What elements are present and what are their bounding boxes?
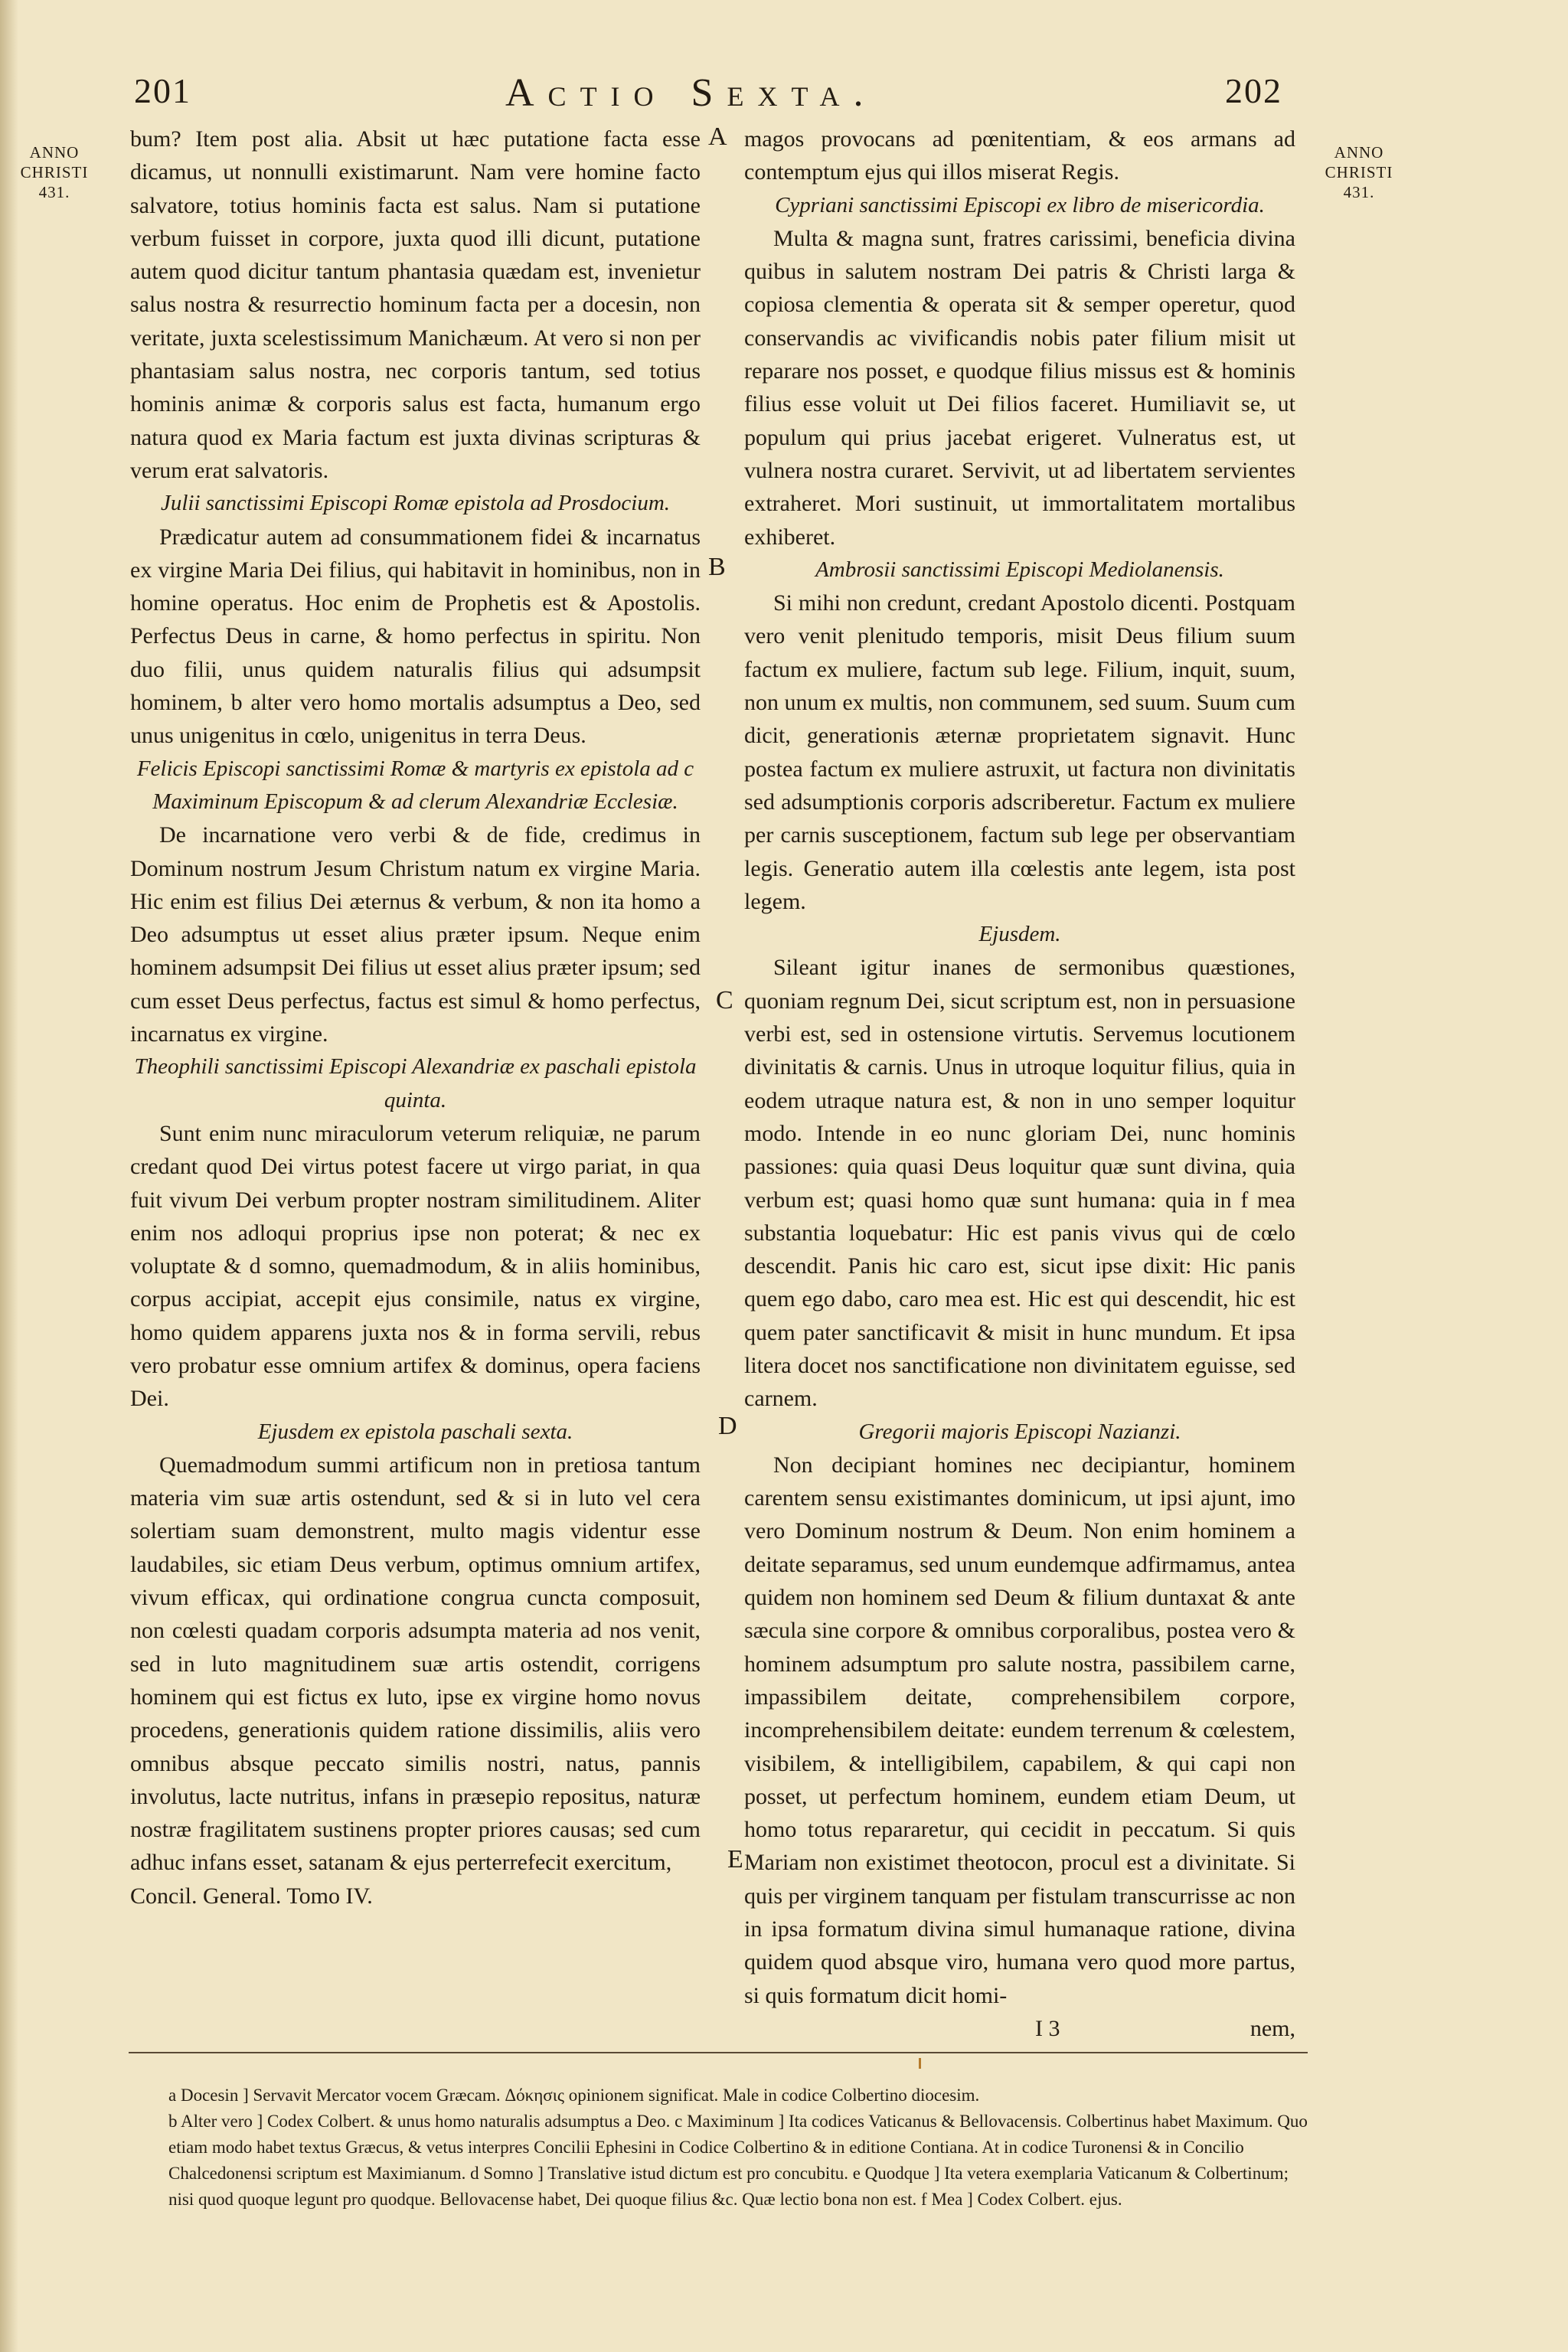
paragraph: Quemadmodum summi artificum non in pretiosa tantum materia vim suæ artis ostendunt, sed & si in luto vel cera solertiam suam demonstrent, multo magis videntur esse laudabiles, sic etiam Deus verbum, optimus omnium artifex, vivum efficax, qui ordinatione congrua cuncta composuit, non cœlesti quadam corporis adsumpta materia ad nos venit, sed in luto magnitudinem suæ artis ostendit, corrigens hominem qui est fictus ex luto, ipse ex virgine homo novus procedens, generationis quidem ratione dissimilis, aliis vero omnibus absque peccato similis nostri, natus, pannis involutus, lacte nutritus, infans in præsepio repositus, naturæ nostræ fragilitatem sustinens propter priores causas; sed cum adhuc infans esset, satanam & ejus perterrefecit exercitum, [130,1452,701,1876]
paragraph: Prædicatur autem ad consummationem fidei & incarnatus ex virgine Maria Dei filius, qui habitavit in hominibus, non in homine operatus. Hoc enim de Prophetis est & Apostolis. Perfectus Deus in carne, & homo perfectus in spiritu. Non duo filii, unus quidem naturalis filius qui adsumpsit hominem, b alter vero homo mortalis adsumptus a Deo, sed unus unigenitus in cœlo, unigenitus in terra Deus. [130,524,701,749]
section-letter-e: E [727,1845,743,1873]
margin-line: CHRISTI [1325,163,1393,181]
footnote-divider [129,2052,1308,2053]
page-number-left: 201 [134,71,191,110]
margin-line: 431. [1343,183,1375,201]
signature-text: Concil. General. Tomo IV. [130,1883,373,1909]
margin-line: ANNO [1334,143,1384,162]
margin-line: ANNO [29,143,80,162]
paragraph: Sileant igitur inanes de sermonibus quæstiones, quoniam regnum Dei, sicut scriptum est, non in persuasione verbi est, sed in ostensione virtutis. Servemus locutionem divinitatis & carnis. Unus in utroque loquitur filius, quia in eodem utraque natura est, & non in uno semper loquitur modo. Intende in eo nunc gloriam Dei, nunc hominis passiones: quia quasi Deus loquitur quæ sunt divina, quia verbum est; quasi homo quæ sunt humana: quia in f mea substantia loquebatur: Hic est panis vivus qui de cœlo descendit. Panis hic caro est, sicut ipse dixit: Hic panis quem ego dabo, caro mea est. Hic est qui descendit, hic est quem pater sanctificavit & misit in hunc mundum. Et ipsa litera docet nos sanctificatione non divinitatem eguisse, sed carnem. [744,955,1295,1412]
section-heading: Theophili sanctissimi Episcopi Alexandriæ ex paschali epistola quinta. [134,1054,697,1112]
paragraph: Non decipiant homines nec decipiantur, hominem carentem sensu existimantes dominicum, ut ipsi ajunt, imo vero Dominum nostrum & Deum. Non enim hominem a deitate separamus, sed unum eundemque adfirmamus, antea quidem non hominem sed Deum & filium duntaxat & ante sæcula sine corpore & omnibus corporalibus, postea vero & hominem adsumptum pro salute nostra, passibilem carne, impassibilem deitate, comprehensibilem corpore, incomprehensibilem deitate: eundem terrenum & cœlestem, visibilem, & intelligibilem, capabilem, & qui capi non posset, ut perfectum hominem, eundem etiam Deum, ut homo totus repararetur, qui cecidit in peccatum. Si quis Mariam non existimet theotocon, procul est a divinitate. Si quis per virginem tanquam per fistulam transcurrisse ac non in ipsa formatum divina simul humanaque ratione, divina quidem quod absque viro, humana vero quod more partus, si quis formatum dicit homi- [744,1452,1295,2008]
section-heading: Ambrosii sanctissimi Episcopi Mediolanensis. [815,557,1224,582]
divider-mark [919,2058,921,2069]
section-letter-c: C [716,986,733,1014]
right-text-column [744,122,1295,2045]
margin-year-right [1317,142,1401,202]
page-gutter-shadow [0,0,18,2352]
section-letter-d: D [718,1412,737,1440]
paragraph: Sunt enim nunc miraculorum veterum reliquiæ, ne parum credant quod Dei virtus potest facere ut virgo pariat, in qua fuit vivum Dei verbum propter nostram similitudinem. Aliter enim nos adloqui proprius ipse non poterat; & nec ex voluptate & d somno, quemadmodum, & in aliis hominibus, corpus accipiat, accepit ejus consimile, natus ex virgine, homo quidem apparens juxta nos & in forma servili, rebus vero probatur esse omnium artifex & dominus, opera faciens Dei. [130,1120,701,1412]
section-heading: Ejusdem ex epistola paschali sexta. [257,1419,573,1444]
margin-line: CHRISTI [20,163,89,181]
paragraph: magos provocans ad pœnitentiam, & eos armans ad contemptum ejus qui illos miserat Regis. [744,126,1295,185]
margin-year-left [5,142,104,202]
running-title: Actio Sexta. [505,71,877,115]
signature-mark: I 3 [1035,2015,1060,2041]
footnote: b Alter vero ] Codex Colbert. & unus homo naturalis adsumptus a Deo. c Maximinum ] Ita codices Vaticanus & Bellovacensis. Colbertinus habet Maximum. Quo etiam modo habet textus Græcus, & vetus interpres Concilii Ephesini in Codice Colbertino & in editione Contiana. At in codice Turonensi & in Concilio Chalcedonensi scriptum est Maximianum. d Somno ] Translative istud dictum est pro concubitu. e Quodque ] Ita vetera exemplaria Vaticanum & Colbertinum; nisi quod quoque legunt pro quodque. Bellovacense habet, Dei quoque filius &c. Quæ lectio bona non est. f Mea ] Codex Colbert. ejus. [168,2112,1308,2209]
section-heading: Felicis Episcopi sanctissimi Romæ & martyris ex epistola ad c Maximinum Episcopum & ad clerum Alexandriæ Ecclesiæ. [136,756,694,814]
section-heading: Ejusdem. [978,922,1061,947]
printer-signature-left [130,1880,701,1913]
paragraph: De incarnatione vero verbi & de fide, credimus in Dominum nostrum Jesum Christum natum ex virgine Maria. Hic enim est filius Dei æternus & verbum, & non ita homo a Deo adsumptus ut esset alius præter ipsum. Neque enim hominem adsumpsit Dei filius ut esset alius præter ipsum; sed cum esset Deus perfectus, factus est simul & homo perfectus, incarnatus ex virgine. [130,822,701,1047]
section-heading: Gregorii majoris Episcopi Nazianzi. [858,1419,1181,1444]
printer-signature-right [744,2012,1295,2045]
paragraph: Si mihi non credunt, credant Apostolo dicenti. Postquam vero venit plenitudo temporis, misit Deus filium suum factum ex muliere, factum sub lege. Filium, inquit, suum, non unum ex multis, non communem, sed suum. Suum cum dicit, generationis æternæ proprietatem signavit. Hunc postea factum ex muliere astruxit, ut factura non divinitatis sed adsumptionis corporis adscriberetur. Factum ex muliere per carnis susceptionem, factum sub lege per observantiam legis. Generatio autem illa cœlestis ante legem, ista post legem. [744,590,1295,914]
paragraph: bum? Item post alia. Absit ut hæc putatione facta esse dicamus, ut nonnulli existimarunt. Nam vere homine facto salvatore, totius hominis facta est salus. Nam si putatione verbum fuisset in corpore, juxta quod illi dicunt, putatione autem quod dicitur tantum phantasia quædam est, invenietur salus nostra & resurrectio hominum facta per a docesin, non veritate, juxta scelestissimum Manichæum. At vero si non per phantasiam salus nostra, nec corporis tantum, sed totius hominis animæ & corporis salus est facta, humanum ergo natura quod ex Maria factum est juxta divinas scripturas & verum erat salvatoris. [130,126,701,483]
section-heading: Julii sanctissimi Episcopi Romæ epistola ad Prosdocium. [160,491,671,516]
footnote: a Docesin ] Servavit Mercator vocem Græcam. Δόκησις opinionem significat. Male in codice Colbertino diocesim. [168,2086,980,2105]
paragraph: Multa & magna sunt, fratres carissimi, beneficia divina quibus in salutem nostram Dei patris & Christi larga & copiosa clementia & operata sit & semper operetur, quod conservandis ac vivificandis nobis pater filium misit ut reparare nos posset, e quodque filius missus est & hominis filius esse voluit ut Dei filios faceret. Humiliavit se, ut populum qui prius jacebat erigeret. Vulneratus est, ut vulnera nostra curaret. Servivit, ut ad libertatem servientes extraheret. Mori sustinuit, ut immortalitatem mortalibus exhiberet. [744,225,1295,550]
section-letter-b: B [708,553,726,581]
footnotes [168,2082,1309,2213]
margin-line: 431. [38,183,70,201]
catchword: nem, [1250,2015,1295,2041]
page-number-right: 202 [1225,71,1282,110]
left-text-column [130,122,701,1913]
section-heading: Cypriani sanctissimi Episcopi ex libro de misericordia. [775,192,1265,217]
section-letter-a: A [708,122,727,151]
